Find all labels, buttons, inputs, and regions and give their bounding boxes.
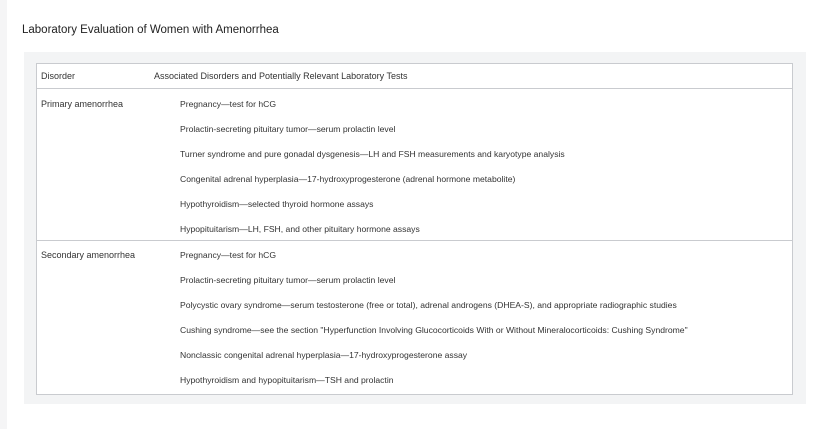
group-secondary-amenorrhea xyxy=(37,240,792,395)
table-row: Hypothyroidism—selected thyroid hormone assays xyxy=(180,199,374,209)
table-row: Congenital adrenal hyperplasia—17-hydroxyprogesterone (adrenal hormone metabolite) xyxy=(180,174,516,184)
table-row: Polycystic ovary syndrome—serum testosterone (free or total), adrenal androgens (DHEA-S), and appropriate radiographic studies xyxy=(180,300,677,310)
table-row: Prolactin-secreting pituitary tumor—serum prolactin level xyxy=(180,124,396,134)
lab-evaluation-table xyxy=(36,63,793,395)
table-row: Turner syndrome and pure gonadal dysgenesis—LH and FSH measurements and karyotype analysis xyxy=(180,149,565,159)
header-disorder: Disorder xyxy=(41,71,76,81)
header-associated: Associated Disorders and Potentially Relevant Laboratory Tests xyxy=(154,71,408,81)
group-primary-amenorrhea xyxy=(37,88,792,240)
table-row: Pregnancy—test for hCG xyxy=(180,99,277,109)
table-panel xyxy=(24,52,806,404)
table-row: Hypothyroidism and hypopituitarism—TSH and prolactin xyxy=(180,375,394,385)
page-title: Laboratory Evaluation of Women with Amenorrhea xyxy=(22,24,279,36)
left-margin-strip xyxy=(0,0,7,429)
table-row: Hypopituitarism—LH, FSH, and other pituitary hormone assays xyxy=(180,224,420,234)
table-row: Pregnancy—test for hCG xyxy=(180,250,277,260)
table-row: Nonclassic congenital adrenal hyperplasia—17-hydroxyprogesterone assay xyxy=(180,350,468,360)
disorder-label: Primary amenorrhea xyxy=(41,99,124,109)
disorder-label: Secondary amenorrhea xyxy=(41,250,136,260)
table-row: Prolactin-secreting pituitary tumor—serum prolactin level xyxy=(180,275,396,285)
table-header xyxy=(37,64,792,89)
table-row: Cushing syndrome—see the section "Hyperfunction Involving Glucocorticoids With or Without Mineralocorticoids: Cushing Syndrome" xyxy=(180,325,688,335)
